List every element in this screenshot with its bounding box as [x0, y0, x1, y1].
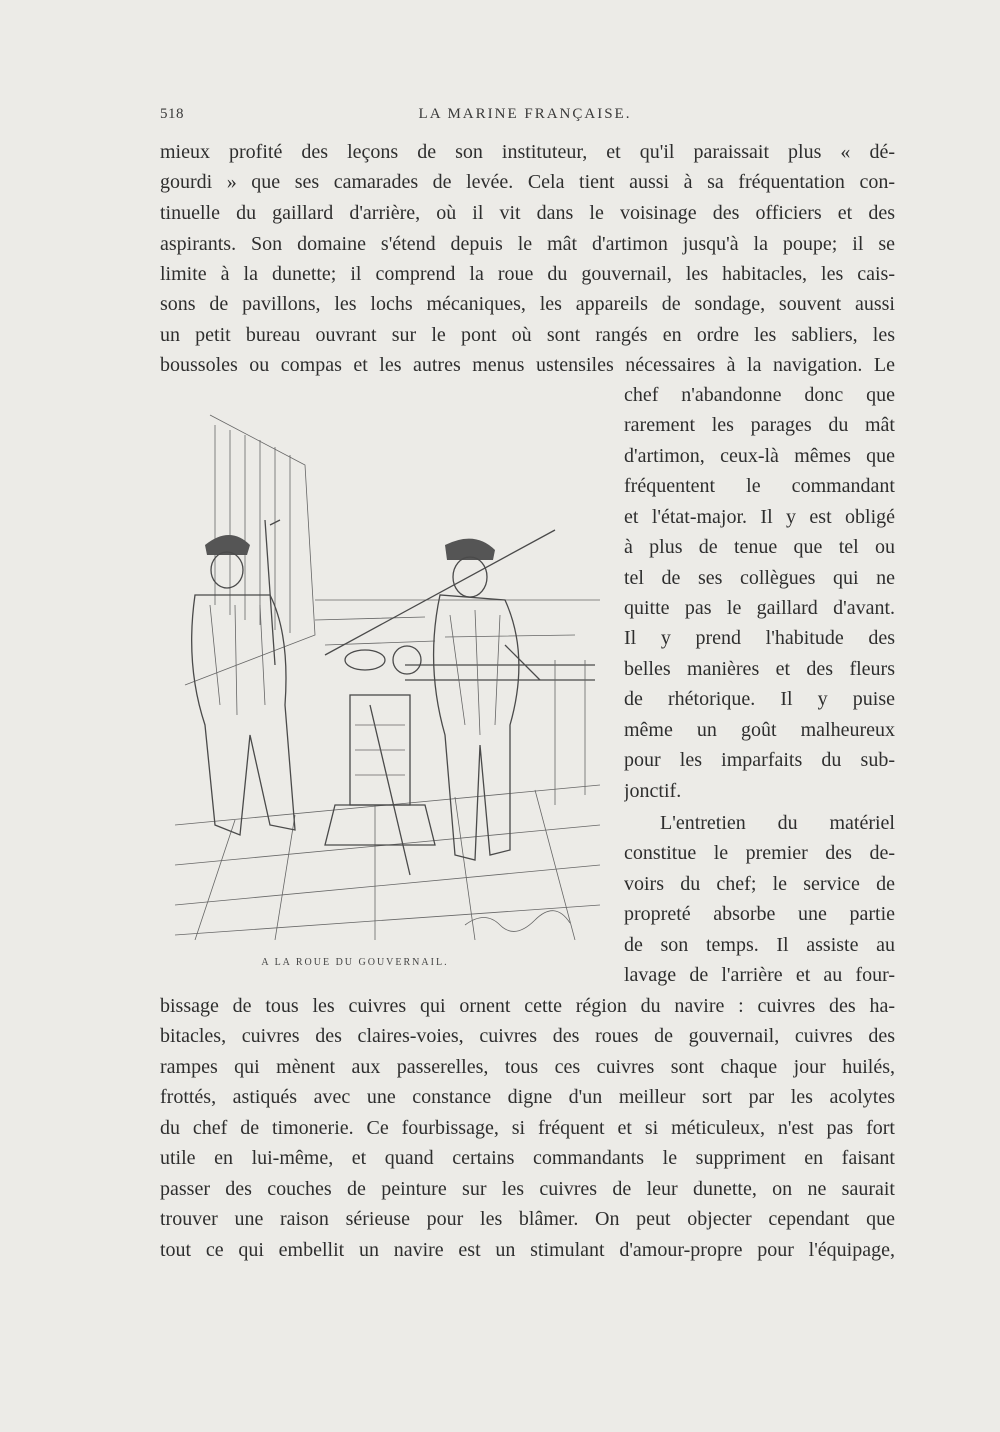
text-line: bissage de tous les cuivres qui ornent cette région du navire : cuivres des ha- — [160, 995, 895, 1017]
text-line: un petit bureau ouvrant sur le pont où sont rangés en ordre les sabliers, les — [160, 324, 895, 346]
text-line: rarement les parages du mât — [624, 414, 895, 436]
text-line: propreté absorbe une partie — [624, 903, 895, 925]
text-line: constitue le premier des de- — [624, 842, 895, 864]
text-line: Il y prend l'habitude des — [624, 627, 895, 649]
text-line: mieux profité des leçons de son instituteur, et qu'il paraissait plus « dé- — [160, 141, 895, 163]
page-number: 518 — [160, 106, 184, 122]
text-line: lavage de l'arrière et au four- — [624, 964, 895, 986]
text-line: du chef de timonerie. Ce fourbissage, si fréquent et si méticuleux, n'est pas fort — [160, 1117, 895, 1139]
text-line: utile en lui-même, et quand certains commandants le suppriment en faisant — [160, 1147, 895, 1169]
text-line: L'entretien du matériel — [660, 812, 895, 834]
text-line: sons de pavillons, les lochs mécaniques, les appareils de sondage, souvent aussi — [160, 293, 895, 315]
text-line: limite à la dunette; il comprend la roue du gouvernail, les habitacles, les cais- — [160, 263, 895, 285]
text-line: frottés, astiqués avec une constance digne d'un meilleur sort par les acolytes — [160, 1086, 895, 1108]
text-line: d'artimon, ceux-là mêmes que — [624, 445, 895, 467]
text-line: boussoles ou compas et les autres menus ustensiles nécessaires à la navigation. Le — [160, 354, 895, 376]
text-line: chef n'abandonne donc que — [624, 384, 895, 406]
text-line: même un goût malheureux — [624, 719, 895, 741]
figure-caption: A LA ROUE DU GOUVERNAIL. — [261, 957, 449, 968]
text-line: à plus de tenue que tel ou — [624, 536, 895, 558]
text-line: de rhétorique. Il y puise — [624, 688, 895, 710]
text-line: aspirants. Son domaine s'étend depuis le mât d'artimon jusqu'à la poupe; il se — [160, 233, 895, 255]
text-line: fréquentent le commandant — [624, 475, 895, 497]
text-line: voirs du chef; le service de — [624, 873, 895, 895]
text-line: quitte pas le gaillard d'avant. — [624, 597, 895, 619]
text-line: gourdi » que ses camarades de levée. Cela tient aussi à sa fréquentation con- — [160, 171, 895, 193]
text-line: pour les imparfaits du sub- — [624, 749, 895, 771]
text-line: tout ce qui embellit un navire est un stimulant d'amour-propre pour l'équipage, — [160, 1239, 895, 1261]
text-line: bitacles, cuivres des claires-voies, cuivres des roues de gouvernail, cuivres des — [160, 1025, 895, 1047]
text-line: tel de ses collègues qui ne — [624, 567, 895, 589]
text-line: belles manières et des fleurs — [624, 658, 895, 680]
text-line: trouver une raison sérieuse pour les blâmer. On peut objecter cependant que — [160, 1208, 895, 1230]
text-line: rampes qui mènent aux passerelles, tous ces cuivres sont chaque jour huilés, — [160, 1056, 895, 1078]
text-line: et l'état-major. Il y est obligé — [624, 506, 895, 528]
text-line: passer des couches de peinture sur les cuivres de leur dunette, on ne saurait — [160, 1178, 895, 1200]
text-line: de son temps. Il assiste au — [624, 934, 895, 956]
text-line: jonctif. — [624, 780, 682, 802]
illustration-ship-wheel — [175, 405, 600, 940]
running-head: LA MARINE FRANÇAISE. — [418, 106, 632, 122]
text-line: tinuelle du gaillard d'arrière, où il vit dans le voisinage des officiers et des — [160, 202, 895, 224]
